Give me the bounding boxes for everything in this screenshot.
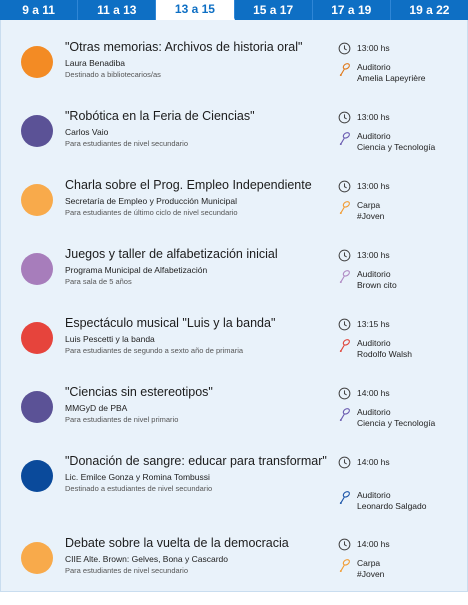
event-place-line1: Auditorio [357, 338, 391, 348]
event-item[interactable] [1, 385, 468, 454]
event-color-dot [21, 542, 53, 574]
tab-19-22[interactable]: 19 a 22 [409, 3, 450, 17]
location-pin-icon [338, 338, 351, 353]
location-pin-icon [338, 269, 351, 284]
event-audience: Para estudiantes de último ciclo de nivel secundario [65, 208, 238, 217]
event-item[interactable] [1, 536, 468, 605]
event-color-dot [21, 46, 53, 78]
clock-icon [338, 456, 351, 469]
event-place-line2: #Joven [357, 211, 385, 221]
event-organizer: Laura Benadiba [65, 58, 126, 68]
event-item[interactable] [1, 247, 468, 316]
tab-15-17[interactable]: 15 a 17 [235, 0, 313, 20]
event-time: 13:00 hs [357, 250, 390, 260]
event-title: Charla sobre el Prog. Empleo Independiente [65, 178, 312, 192]
event-item[interactable] [1, 178, 468, 247]
event-title: Espectáculo musical "Luis y la banda" [65, 316, 276, 330]
clock-icon [338, 111, 351, 124]
event-place-line2: Ciencia y Tecnología [357, 418, 436, 428]
event-organizer: CIIE Alte. Brown: Gelves, Bona y Cascardo [65, 554, 228, 564]
event-title: "Robótica en la Feria de Ciencias" [65, 109, 255, 123]
clock-icon [338, 387, 351, 400]
schedule-panel [0, 20, 468, 592]
event-organizer: Programa Municipal de Alfabetización [65, 265, 208, 275]
event-organizer: Secretaría de Empleo y Producción Municipal [65, 196, 237, 206]
event-item[interactable] [1, 40, 468, 109]
event-time: 14:00 hs [357, 388, 390, 398]
event-audience: Destinado a bibliotecarios/as [65, 70, 161, 79]
event-title: "Ciencias sin estereotipos" [65, 385, 213, 399]
location-pin-icon [338, 200, 351, 215]
event-place-line2: #Joven [357, 569, 385, 579]
event-time: 14:00 hs [357, 539, 390, 549]
event-place-line1: Auditorio [357, 62, 391, 72]
clock-icon [338, 249, 351, 262]
clock-icon [338, 180, 351, 193]
event-title: Juegos y taller de alfabetización inicial [65, 247, 278, 261]
event-place-line2: Amelia Lapeyrière [357, 73, 426, 83]
event-title: Debate sobre la vuelta de la democracia [65, 536, 289, 550]
clock-icon [338, 318, 351, 331]
event-audience: Destinado a estudiantes de nivel secundario [65, 484, 213, 493]
event-place-line2: Rodolfo Walsh [357, 349, 412, 359]
event-time: 13:00 hs [357, 181, 390, 191]
event-color-dot [21, 322, 53, 354]
clock-icon [338, 538, 351, 551]
location-pin-icon [338, 490, 351, 505]
event-color-dot [21, 184, 53, 216]
event-item[interactable] [1, 109, 468, 178]
event-item[interactable] [1, 316, 468, 385]
event-organizer: Luis Pescetti y la banda [65, 334, 155, 344]
event-place-line1: Carpa [357, 558, 381, 568]
event-organizer: MMGyD de PBA [65, 403, 128, 413]
event-organizer: Carlos Vaio [65, 127, 109, 137]
event-place-line2: Ciencia y Tecnología [357, 142, 436, 152]
event-time: 13:15 hs [357, 319, 390, 329]
event-place-line1: Auditorio [357, 131, 391, 141]
tab-17-19[interactable]: 17 a 19 [313, 0, 391, 20]
event-color-dot [21, 115, 53, 147]
time-tabs [0, 0, 468, 20]
event-place-line1: Auditorio [357, 269, 391, 279]
event-place-line1: Auditorio [357, 490, 391, 500]
event-item[interactable] [1, 454, 468, 538]
event-place-line1: Carpa [357, 200, 381, 210]
event-audience: Para estudiantes de segundo a sexto año de primaria [65, 346, 244, 355]
event-place-line1: Auditorio [357, 407, 391, 417]
tab-9-11[interactable]: 9 a 11 [0, 0, 78, 20]
location-pin-icon [338, 558, 351, 573]
location-pin-icon [338, 407, 351, 422]
event-audience: Para estudiantes de nivel primario [65, 415, 179, 424]
clock-icon [338, 42, 351, 55]
event-place-line2: Leonardo Salgado [357, 501, 427, 511]
event-title: "Otras memorias: Archivos de historia oral" [65, 40, 303, 54]
event-time: 14:00 hs [357, 457, 390, 467]
event-audience: Para sala de 5 años [65, 277, 132, 286]
event-time: 13:00 hs [357, 112, 390, 122]
event-title: "Donación de sangre: educar para transformar" [65, 454, 327, 468]
event-color-dot [21, 391, 53, 423]
location-pin-icon [338, 131, 351, 146]
event-color-dot [21, 460, 53, 492]
tab-13-15[interactable]: 13 a 15 [156, 0, 234, 20]
event-color-dot [21, 253, 53, 285]
event-place-line2: Brown cito [357, 280, 397, 290]
event-audience: Para estudiantes de nivel secundario [65, 139, 188, 148]
location-pin-icon [338, 62, 351, 77]
event-audience: Para estudiantes de nivel secundario [65, 566, 188, 575]
event-time: 13:00 hs [357, 43, 390, 53]
event-organizer: Lic. Emilce Gonza y Romina Tombussi [65, 472, 210, 482]
tab-11-13[interactable]: 11 a 13 [78, 0, 156, 20]
